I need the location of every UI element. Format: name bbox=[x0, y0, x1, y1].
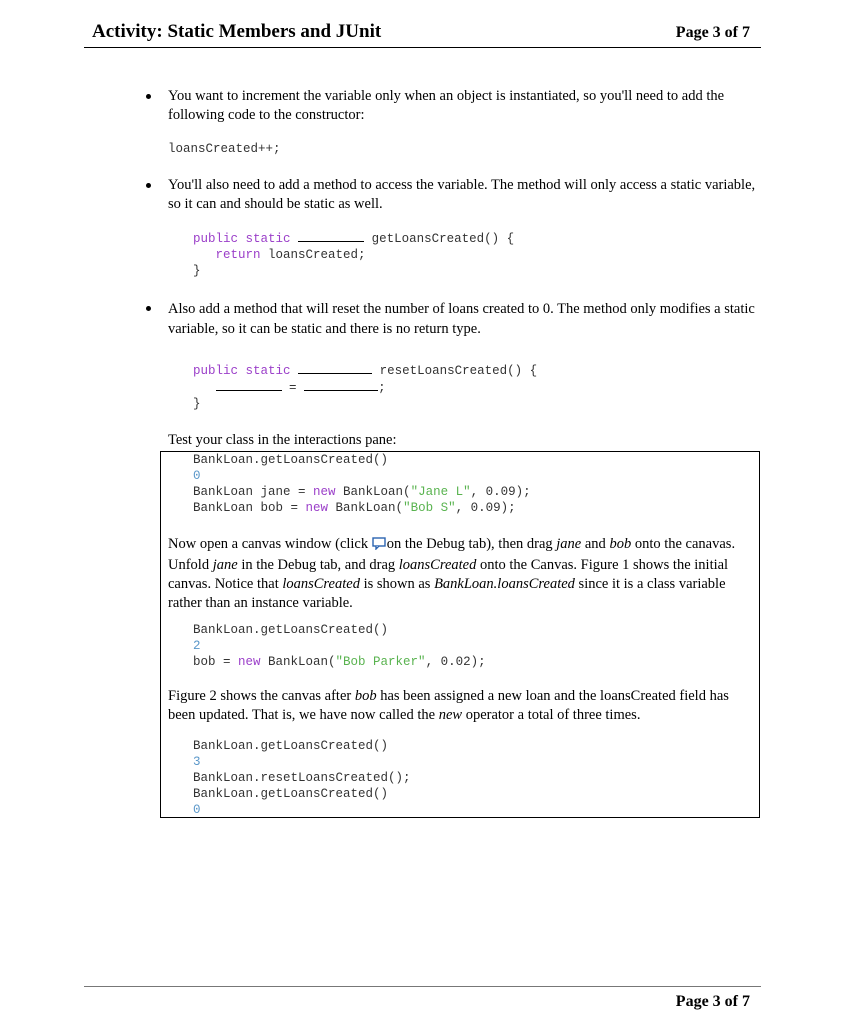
code-get-method bbox=[193, 230, 514, 279]
text-run: has been assigned a new loan and the loansCreated field has been updated. That is, we have now called the bbox=[168, 688, 729, 723]
interactions-block-3 bbox=[193, 738, 411, 818]
code-equals: = bbox=[289, 381, 297, 395]
code-text: BankLoan( bbox=[260, 655, 336, 669]
code-increment: loansCreated++; bbox=[168, 142, 281, 156]
code-text: bob = bbox=[193, 655, 239, 669]
code-keyword: new bbox=[238, 655, 261, 669]
code-line: BankLoan.getLoansCreated() bbox=[193, 623, 389, 637]
code-output: 2 bbox=[193, 639, 201, 653]
text-italic: loansCreated bbox=[282, 576, 360, 592]
fill-in-blank bbox=[298, 362, 372, 374]
text-run: Figure 2 shows the canvas after bbox=[168, 688, 355, 704]
text-italic: jane bbox=[212, 557, 238, 573]
code-text: BankLoan( bbox=[328, 501, 404, 515]
interactions-block-2 bbox=[193, 622, 486, 670]
code-line: BankLoan.getLoansCreated() bbox=[193, 453, 389, 467]
bullet-dot bbox=[146, 306, 151, 311]
code-return-body: loansCreated; bbox=[268, 248, 366, 262]
text-italic: bob bbox=[609, 536, 632, 552]
header-rule bbox=[84, 47, 761, 48]
code-close-brace: } bbox=[193, 397, 201, 411]
code-output: 0 bbox=[193, 803, 201, 817]
bullet-text-3: Also add a method that will reset the number of loans created to 0. The method only modifies a static variable, so it can be static and there is no return type. bbox=[168, 301, 755, 337]
text-run: on the Debug tab), then drag bbox=[386, 536, 557, 552]
code-line: BankLoan.getLoansCreated() bbox=[193, 787, 389, 801]
bullet-dot bbox=[146, 94, 151, 99]
text-italic: bob bbox=[354, 688, 377, 704]
fill-in-blank bbox=[216, 379, 282, 391]
figure-2-description bbox=[168, 687, 758, 725]
footer-page-number: Page 3 of 7 bbox=[675, 993, 750, 1010]
code-keyword: new bbox=[313, 485, 336, 499]
text-run: is shown as bbox=[359, 576, 435, 592]
canvas-icon bbox=[372, 537, 386, 556]
interactions-block-1 bbox=[193, 452, 531, 516]
code-output: 3 bbox=[193, 755, 201, 769]
code-text: , 0.02); bbox=[425, 655, 486, 669]
code-string: "Bob Parker" bbox=[335, 655, 426, 669]
code-keyword: public static bbox=[193, 232, 291, 246]
code-signature: getLoansCreated() { bbox=[371, 232, 515, 246]
code-reset-method bbox=[193, 362, 537, 412]
code-close-brace: } bbox=[193, 264, 201, 278]
document-title: Activity: Static Members and JUnit bbox=[92, 21, 382, 42]
text-run: and bbox=[581, 536, 610, 552]
code-semicolon: ; bbox=[378, 381, 386, 395]
text-run: onto the Canvas. Figure 1 shows the initial canvas. Notice that bbox=[168, 557, 729, 592]
fill-in-blank bbox=[298, 230, 364, 242]
bullet-text-1: You want to increment the variable only when an object is instantiated, so you'll need to add the following code to the constructor: bbox=[168, 88, 725, 123]
code-text: BankLoan jane = bbox=[193, 485, 314, 499]
code-text: BankLoan( bbox=[335, 485, 411, 499]
code-keyword: return bbox=[215, 248, 261, 262]
text-italic: new bbox=[438, 707, 463, 723]
text-italic: jane bbox=[556, 536, 582, 552]
bullet-dot bbox=[146, 183, 151, 188]
text-run: since it is a class variable rather than an instance variable. bbox=[168, 576, 726, 611]
code-string: "Jane L" bbox=[410, 485, 471, 499]
code-text: , 0.09); bbox=[470, 485, 531, 499]
text-run: in the Debug tab, and drag bbox=[237, 557, 399, 573]
text-italic: loansCreated bbox=[398, 557, 477, 573]
text-run: operator a total of three times. bbox=[462, 707, 641, 723]
code-line: BankLoan.resetLoansCreated(); bbox=[193, 771, 411, 785]
bullet-text-2: You'll also need to add a method to access the variable. The method will only access a static variable, so it can and should be static as well. bbox=[168, 177, 756, 212]
code-line: BankLoan.getLoansCreated() bbox=[193, 739, 389, 753]
code-keyword: public static bbox=[193, 364, 291, 378]
test-heading: Test your class in the interactions pane: bbox=[168, 432, 397, 448]
text-run: Now open a canvas window (click bbox=[168, 536, 372, 552]
code-output: 0 bbox=[193, 469, 201, 483]
text-run: onto the canavas. Unfold bbox=[168, 536, 736, 573]
code-keyword: new bbox=[305, 501, 329, 515]
fill-in-blank bbox=[304, 379, 378, 391]
code-text: BankLoan bob = bbox=[193, 501, 306, 515]
footer-rule bbox=[84, 986, 761, 987]
code-text: , 0.09); bbox=[455, 501, 516, 515]
code-string: "Bob S" bbox=[403, 501, 456, 515]
header-page-number: Page 3 of 7 bbox=[675, 24, 750, 41]
canvas-instructions bbox=[168, 535, 758, 613]
code-signature: resetLoansCreated() { bbox=[379, 364, 538, 378]
text-italic: BankLoan.loansCreated bbox=[434, 576, 575, 592]
